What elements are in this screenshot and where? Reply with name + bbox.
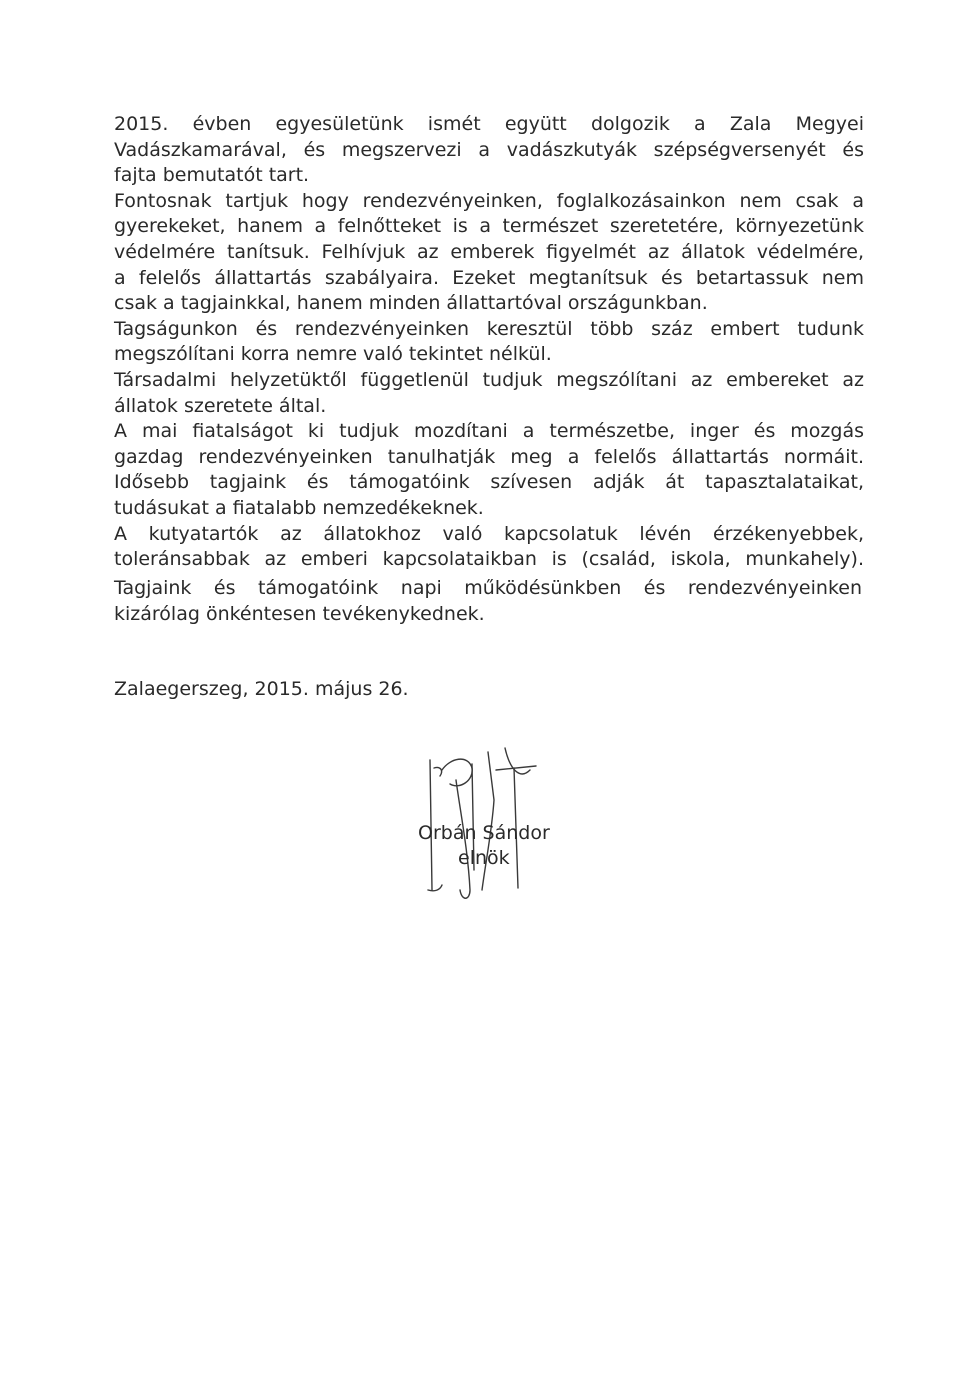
body-line: állatok szeretete által. bbox=[114, 394, 327, 417]
body-line: Fontosnak tartjuk hogy rendezvényeinken, foglalkozásainkon nem csak a bbox=[114, 189, 864, 212]
volunteer-line: Tagjaink és támogatóink napi működésünkben és rendezvényeinken bbox=[114, 577, 862, 599]
signer-title: elnök bbox=[458, 847, 510, 869]
place-date-text: Zalaegerszeg, 2015. május 26. bbox=[114, 678, 409, 700]
body-line: gyerekeket, hanem a felnőtteket is a természet szeretetére, környezetünk bbox=[114, 215, 864, 238]
body-line: gazdag rendezvényeinken tanulhatják meg a felelős állattartás normáit. bbox=[114, 445, 864, 468]
place-date bbox=[114, 677, 874, 703]
body-line: A kutyatartók az állatokhoz való kapcsolatuk lévén érzékenyebbek, bbox=[114, 522, 864, 545]
body-line: 2015. évben egyesületünk ismét együtt dolgozik a Zala Megyei bbox=[114, 113, 864, 135]
body-line: Vadászkamarával, és megszervezi a vadászkutyák szépségversenyét és bbox=[114, 138, 864, 161]
body-line: megszólítani korra nemre való tekintet nélkül. bbox=[114, 343, 552, 366]
body-line: fajta bemutatót tart. bbox=[114, 164, 310, 187]
letter-body bbox=[114, 112, 864, 573]
signer-name: Orbán Sándor bbox=[418, 822, 550, 844]
body-line: tudásukat a fiatalabb nemzedékeknek. bbox=[114, 496, 484, 519]
volunteer-line: kizárólag önkéntesen tevékenykednek. bbox=[114, 602, 485, 625]
body-line: toleránsabbak az emberi kapcsolataikban is (család, iskola, munkahely). bbox=[114, 548, 864, 571]
body-line: csak a tagjainkkal, hanem minden állattartóval országunkban. bbox=[114, 292, 708, 315]
body-line: Idősebb tagjaink és támogatóink szívesen adják át tapasztalataikat, bbox=[114, 471, 864, 494]
volunteer-paragraph bbox=[114, 576, 874, 627]
body-line: védelmére tanítsuk. Felhívjuk az emberek figyelmét az állatok védelmére, bbox=[114, 240, 864, 263]
body-line: a felelős állattartás szabályaira. Ezeket megtanítsuk és betartassuk nem bbox=[114, 266, 864, 289]
body-line: A mai fiatalságot ki tudjuk mozdítani a természetbe, inger és mozgás bbox=[114, 420, 864, 443]
body-line: Tagságunkon és rendezvényeinken keresztül több száz embert tudunk bbox=[114, 317, 864, 340]
signature-block bbox=[410, 740, 570, 910]
body-line: Társadalmi helyzetüktől függetlenül tudjuk megszólítani az embereket az bbox=[114, 368, 864, 391]
